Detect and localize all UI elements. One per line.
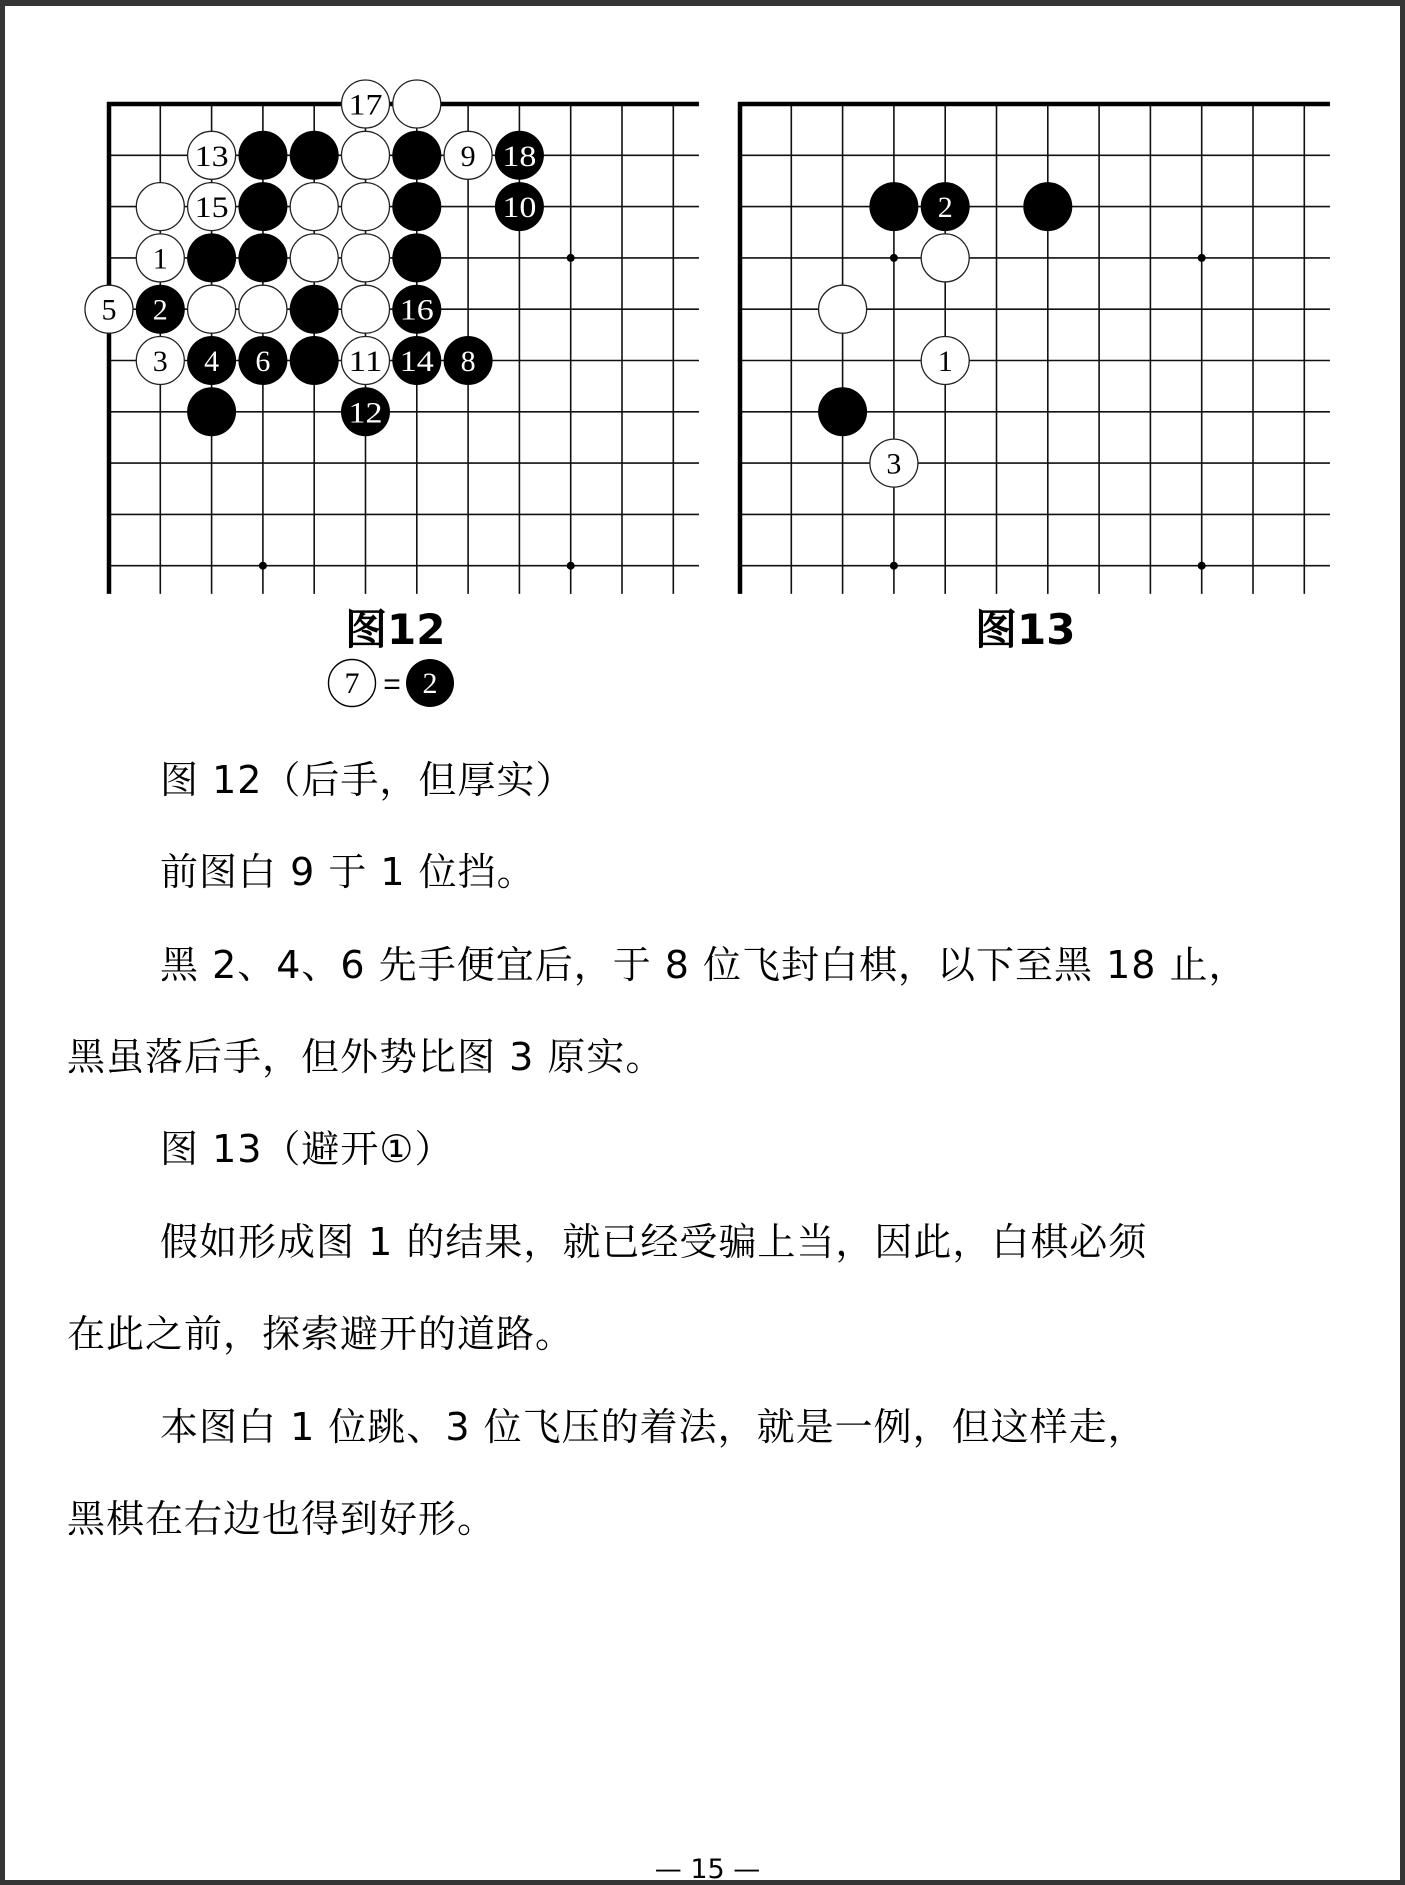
- paragraph: 黑虽落后手，但外势比图 3 原实。: [67, 1035, 665, 1079]
- white-stone-icon: [342, 285, 390, 333]
- move-number: 2: [937, 191, 953, 225]
- paragraph: 假如形成图 1 的结果，就已经受骗上当，因此，白棋必须: [160, 1220, 1148, 1264]
- move-number: 10: [502, 191, 537, 225]
- black-stone-icon: [921, 182, 970, 231]
- black-stone-icon: [238, 131, 287, 180]
- black-stone-icon: [392, 336, 441, 385]
- legend-white-label: 7: [344, 667, 360, 700]
- black-stone-icon: [136, 285, 185, 334]
- white-stone-icon: [342, 183, 390, 231]
- move-number: 1: [152, 242, 168, 276]
- go-board-figure-13: [738, 102, 1330, 594]
- black-stone-icon: [187, 336, 236, 385]
- move-number: 18: [502, 139, 537, 173]
- white-stone-icon: [393, 80, 441, 128]
- figure-13-heading: 图 13（避开①）: [160, 1127, 454, 1171]
- white-stone-icon: [85, 285, 133, 333]
- move-number: 2: [152, 293, 168, 327]
- star-point-icon: [567, 562, 575, 570]
- move-number: 8: [460, 345, 476, 378]
- paragraph: 黑 2、4、6 先手便宜后，于 8 位飞封白棋，以下至黑 18 止，: [160, 943, 1248, 987]
- page-number: — 15 —: [654, 1854, 761, 1885]
- black-stone-icon: [1023, 182, 1072, 231]
- white-stone-icon: [342, 337, 390, 385]
- black-stone-icon: [238, 233, 287, 282]
- black-stone-icon: [392, 131, 441, 180]
- black-stone-icon: [392, 285, 441, 334]
- white-stone-icon: [239, 285, 287, 333]
- black-stone-icon: [406, 659, 454, 707]
- star-point-icon: [890, 254, 898, 262]
- black-stone-icon: [392, 182, 441, 231]
- move-number: 15: [194, 191, 229, 225]
- white-stone-icon: [342, 80, 390, 128]
- white-stone-icon: [444, 131, 492, 179]
- move-number: 3: [152, 345, 168, 378]
- black-stone-icon: [392, 233, 441, 282]
- white-stone-icon: [819, 285, 867, 333]
- white-stone-icon: [342, 131, 390, 179]
- black-stone-icon: [238, 182, 287, 231]
- move-number: 4: [204, 345, 220, 378]
- white-stone-icon: [921, 337, 969, 385]
- black-stone-icon: [444, 336, 493, 385]
- figure-12-caption: 图12: [345, 605, 446, 654]
- move-number: 6: [255, 345, 271, 378]
- move-number: 1: [937, 345, 953, 378]
- black-stone-icon: [818, 387, 867, 436]
- black-stone-icon: [238, 336, 287, 385]
- move-number: 17: [348, 88, 383, 122]
- legend-black-label: 2: [422, 667, 438, 700]
- white-stone-icon: [290, 234, 338, 282]
- white-stone-icon: [921, 234, 969, 282]
- white-stone-icon: [342, 234, 390, 282]
- paragraph: 前图白 9 于 1 位挡。: [160, 850, 536, 894]
- black-stone-icon: [290, 336, 339, 385]
- board-grid: [738, 102, 1330, 594]
- white-stone-icon: [136, 337, 184, 385]
- legend-equals: =: [383, 668, 401, 701]
- move-number: 11: [348, 345, 383, 378]
- black-stone-icon: [869, 182, 918, 231]
- move-number: 9: [460, 139, 476, 173]
- white-stone-icon: [188, 285, 236, 333]
- star-point-icon: [1198, 562, 1206, 570]
- black-stone-icon: [187, 233, 236, 282]
- white-stone-icon: [188, 131, 236, 179]
- figure-12-heading: 图 12（后手，但厚实）: [160, 758, 575, 802]
- move-number: 16: [399, 293, 434, 327]
- star-point-icon: [567, 254, 575, 262]
- white-stone-icon: [329, 660, 376, 707]
- move-number: 3: [886, 447, 902, 481]
- go-diagrams: [5, 6, 1405, 726]
- star-point-icon: [259, 562, 267, 570]
- move-number: 12: [348, 396, 383, 430]
- paragraph: 本图白 1 位跳、3 位飞压的着法，就是一例，但这样走，: [160, 1405, 1147, 1449]
- move-number: 14: [399, 345, 434, 378]
- black-stone-icon: [495, 182, 544, 231]
- black-stone-icon: [290, 131, 339, 180]
- black-stone-icon: [290, 285, 339, 334]
- white-stone-icon: [188, 183, 236, 231]
- paragraph: 在此之前，探索避开的道路。: [67, 1312, 575, 1356]
- white-stone-icon: [136, 183, 184, 231]
- star-point-icon: [1198, 254, 1206, 262]
- paragraph: 黑棋在右边也得到好形。: [67, 1497, 497, 1541]
- move-number: 5: [101, 293, 117, 327]
- star-point-icon: [890, 562, 898, 570]
- black-stone-icon: [495, 131, 544, 180]
- move-number: 13: [194, 139, 229, 173]
- black-stone-icon: [187, 387, 236, 436]
- figure-13-caption: 图13: [975, 605, 1076, 654]
- black-stone-icon: [341, 387, 390, 436]
- figure-12-legend: [323, 656, 463, 710]
- go-board-figure-12: [85, 80, 699, 594]
- white-stone-icon: [290, 183, 338, 231]
- white-stone-icon: [870, 439, 918, 487]
- white-stone-icon: [136, 234, 184, 282]
